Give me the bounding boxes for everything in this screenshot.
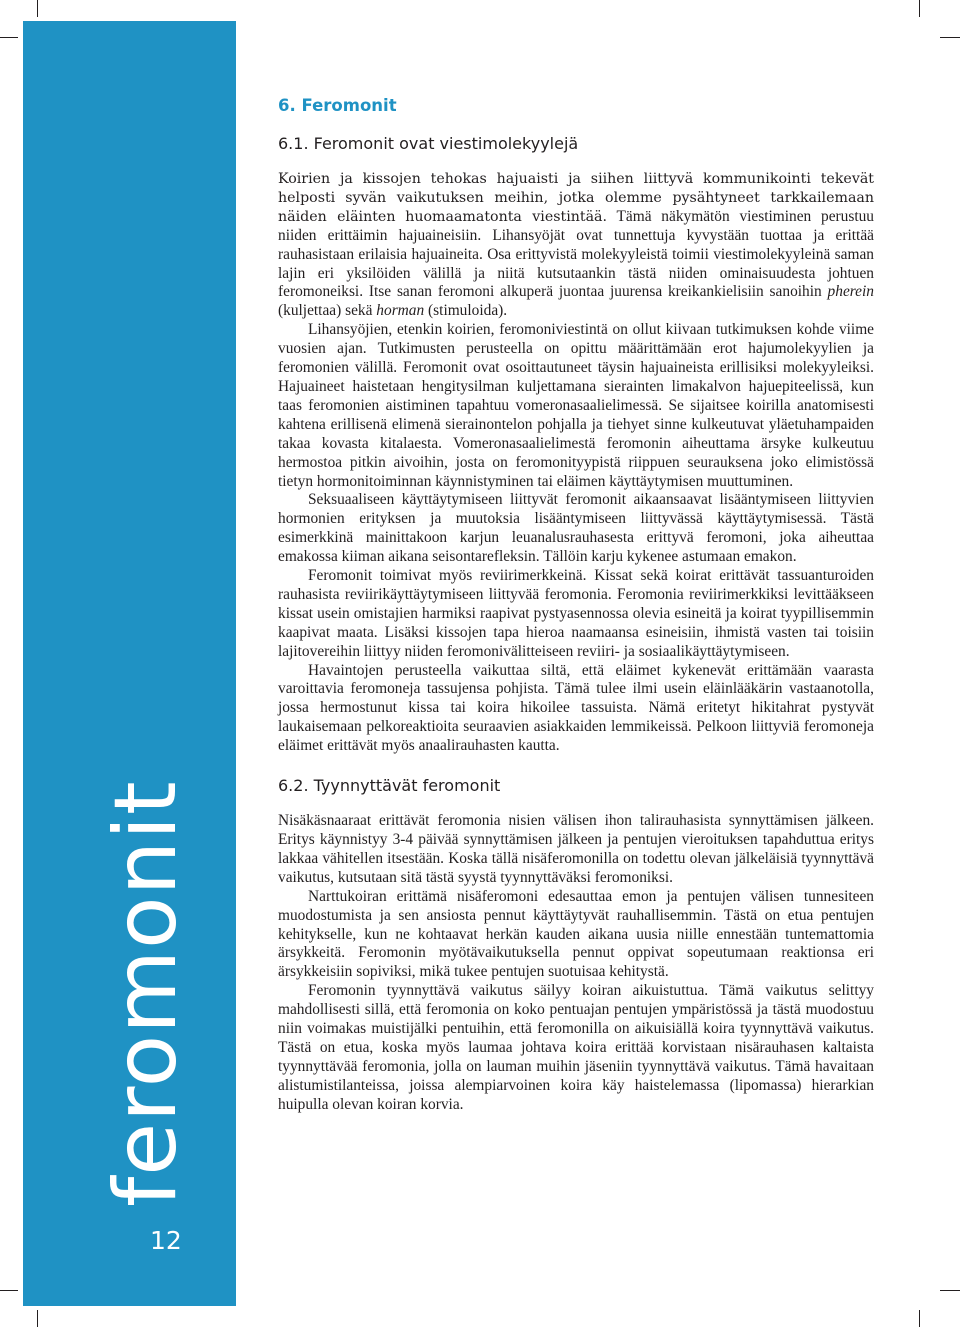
- paragraph: Lihansyöjien, etenkin koirien, feromoniviestintä on ollut kiivaan tutkimuksen kohde viime vuosien ajan. Tutkimusten perusteella on opittu määrittämään erot hajumolekyylien ja feromonien välillä. Feromonit ovat osoittautuneet täysin hajuaineista erillisiksi molekyyleiksi. Hajuaineet haistetaan hengitysilman kuljettamana sierainten limakalvon hajuepiteelissä, kun taas feromonien aistiminen tapahtuu vomeronasaalielimessä. Se sijaitsee koirilla anatomisesti kahtena erillisenä elimenä sierainontelon pohjalla ja tiehyet sinne kulkeutuvat yläetuhampaiden takaa kovasta kitalaesta. Vomeronasaalielimestä feromonin aiheuttama ärsyke kulkeutuu hermostoa pitkin aivoihin, josta on feromonityypistä riippuen seurauksena joko elimistössä tietyn hormonitoiminnan käynnistyminen tai eläimen käyttäytymisen muuttuminen.: [278, 321, 874, 490]
- crop-mark: [919, 1310, 920, 1327]
- chapter-heading: 6. Feromonit: [278, 96, 397, 115]
- opening-line: Koirien ja kissojen tehokas hajuaisti ja siihen liittyvä kommunikointi tekevät helposti: [278, 171, 874, 206]
- paragraph-text: Tämä näkymätön viestiminen perustuu niiden erittäimin hajuaineisiin. Lihansyöjät ovat tunnettuja kyvystään tuottaa ja erittää rauhasistaan erilaisia hajuaineita. Osa erittyvistä molekyyleistä toimii viestimolekyyleinä saman lajin eri yksilöiden välillä ja niitä kutsutaankin tästä niiden ominaisuudesta johtuen feromoneiksi. Itse sanan feromoni alkuperä juontaa juurensa kreikankielisiin sanoihin: [278, 207, 875, 301]
- paragraph: Nisäkäsnaaraat erittävät feromonia nisien välisen ihon talirauhasista synnyttämisen jälkeen. Eritys käynnistyy 3-4 päivää synnyttämisen jälkeen ja pentujen vieroituksen tapahduttua eritys lakkaa vähitellen itsestään. Koska tällä nisäferomonilla on todettu olevan jälkeläisiä tyynnyttävä vaikutus, kutsutaan sitä tästä syystä tyynnyttäväksi feromoniksi.: [278, 812, 874, 886]
- opening-line: huomaamatonta viestintää.: [405, 208, 608, 225]
- crop-mark: [37, 1310, 38, 1327]
- paragraph: Feromonit toimivat myös reviirimerkkeinä. Kissat sekä koirat erittävät tassuanturoiden rauhasista reviirikäyttäytymiseen liittyvää feromonia. Feromonia reviirimerkkiksi levittääkseen kissat usein omistajien harmiksi raapivat pystyasennossa olevia esineitä ja koirat tyypillisemmin kaapivat maata. Lisäksi kissojen tapa hieroa naamaansa esineisiin, ihmistä vasten tai toisiin lajitovereihin liittyy niiden feromonivälitteiseen reviiri- ja sosiaalikäyttäytymiseen.: [278, 567, 874, 660]
- paragraph: Havaintojen perusteella vaikuttaa siltä, että eläimet kykenevät erittämään vaarasta varoittavia feromoneja tassujensa pohjista. Tämä tulee ilmi usein eläinlääkärin vastaanotolla, jossa hermostunut kissa tai koira hikoilee tassuista. Nämä eritetyt hikitahrat pystyvät laukaisemaan pelkoreaktioita seuraavien asiakkaiden lemmikeissä. Pelkoon liittyviä feromoneja eläimet erittävät myös anaalirauhasten kautta.: [278, 661, 874, 755]
- main-content: [278, 96, 874, 1115]
- paragraph: [278, 170, 874, 321]
- italic-term: pherein: [827, 283, 874, 301]
- crop-mark: [0, 1290, 18, 1291]
- paragraph: Feromonin tyynnyttävä vaikutus säilyy koiran aikuistuttua. Tämä vaikutus selittyy mahdollisesti sillä, että feromonia on koko pentuajan pentujen ympäristössä ja tästä muodostuu niin voimakas muistijälki pentuihin, että feromonilla on aikuisiällä koira tyynnyttävä vaikutus. Tästä on etua, koska myös laumaa johtava koira erittää korvistaan nisärauhasen kaltaista tyynnyttävää feromonia, jolla on lauman muihin jäseniin tyynnyttävä vaikutus. Tämä havaitaan alistumistilanteissa, joissa alempiarvoinen koira käy haistelemassa (lipomassa) hierarkian huipulla olevan koiran korvia.: [278, 982, 874, 1113]
- crop-mark: [0, 37, 18, 38]
- crop-mark: [940, 1290, 960, 1291]
- paragraph: Narttukoiran erittämä nisäferomoni edesauttaa emon ja pentujen välisen tunnesiteen muodostumista ja sen ansiosta pennut käyttäytyvät rauhallisemmin. Tästä on etua pentujen kehitykselle, kun ne kohtaavat herkän kauden aikana uusia niille ennestään tuntemattomia ärsykkeitä. Feromonin myötävaikutuksella pennut oppivat sopeutumaan reaktionsa eri ärsykkeisiin sopiviksi, mikä tukee pentujen suotuisaa kehitystä.: [278, 887, 874, 981]
- section-heading-6-2: 6.2. Tyynnyttävät feromonit: [278, 776, 501, 796]
- page-number: 12: [150, 1226, 182, 1255]
- crop-mark: [919, 0, 920, 17]
- paragraph: Seksuaaliseen käyttäytymiseen liittyvät feromonit aikaansaavat lisääntymiseen liittyvien hormonien erityksen ja muutoksia lisääntymiseen liittyvässä käyttäytymisessä. Tästä esimerkkinä mainittakoon karjun leuanalusrauhasesta erittyvä feromoni, joka aiheuttaa emakossa kiiman aikana seisontarefleksin. Tällöin karju kykenee astumaan emakon.: [278, 491, 874, 566]
- italic-term: horman: [376, 302, 425, 320]
- section-heading-6-1: 6.1. Feromonit ovat viestimolekyylejä: [278, 134, 579, 153]
- section-6-2-body: [278, 812, 874, 1115]
- paragraph-text: (kuljettaa) sekä: [278, 302, 373, 320]
- paragraph-text: (stimuloida).: [428, 302, 508, 320]
- crop-mark: [940, 37, 960, 38]
- section-6-1-body: [278, 170, 874, 756]
- sidebar-vertical-title: feromonit: [96, 780, 196, 1207]
- opening-line: syvän vaikutuksen meihin, jotka olemme pysähtyneet tarkkailemaan näiden eläinten: [278, 189, 874, 225]
- crop-mark: [37, 0, 38, 17]
